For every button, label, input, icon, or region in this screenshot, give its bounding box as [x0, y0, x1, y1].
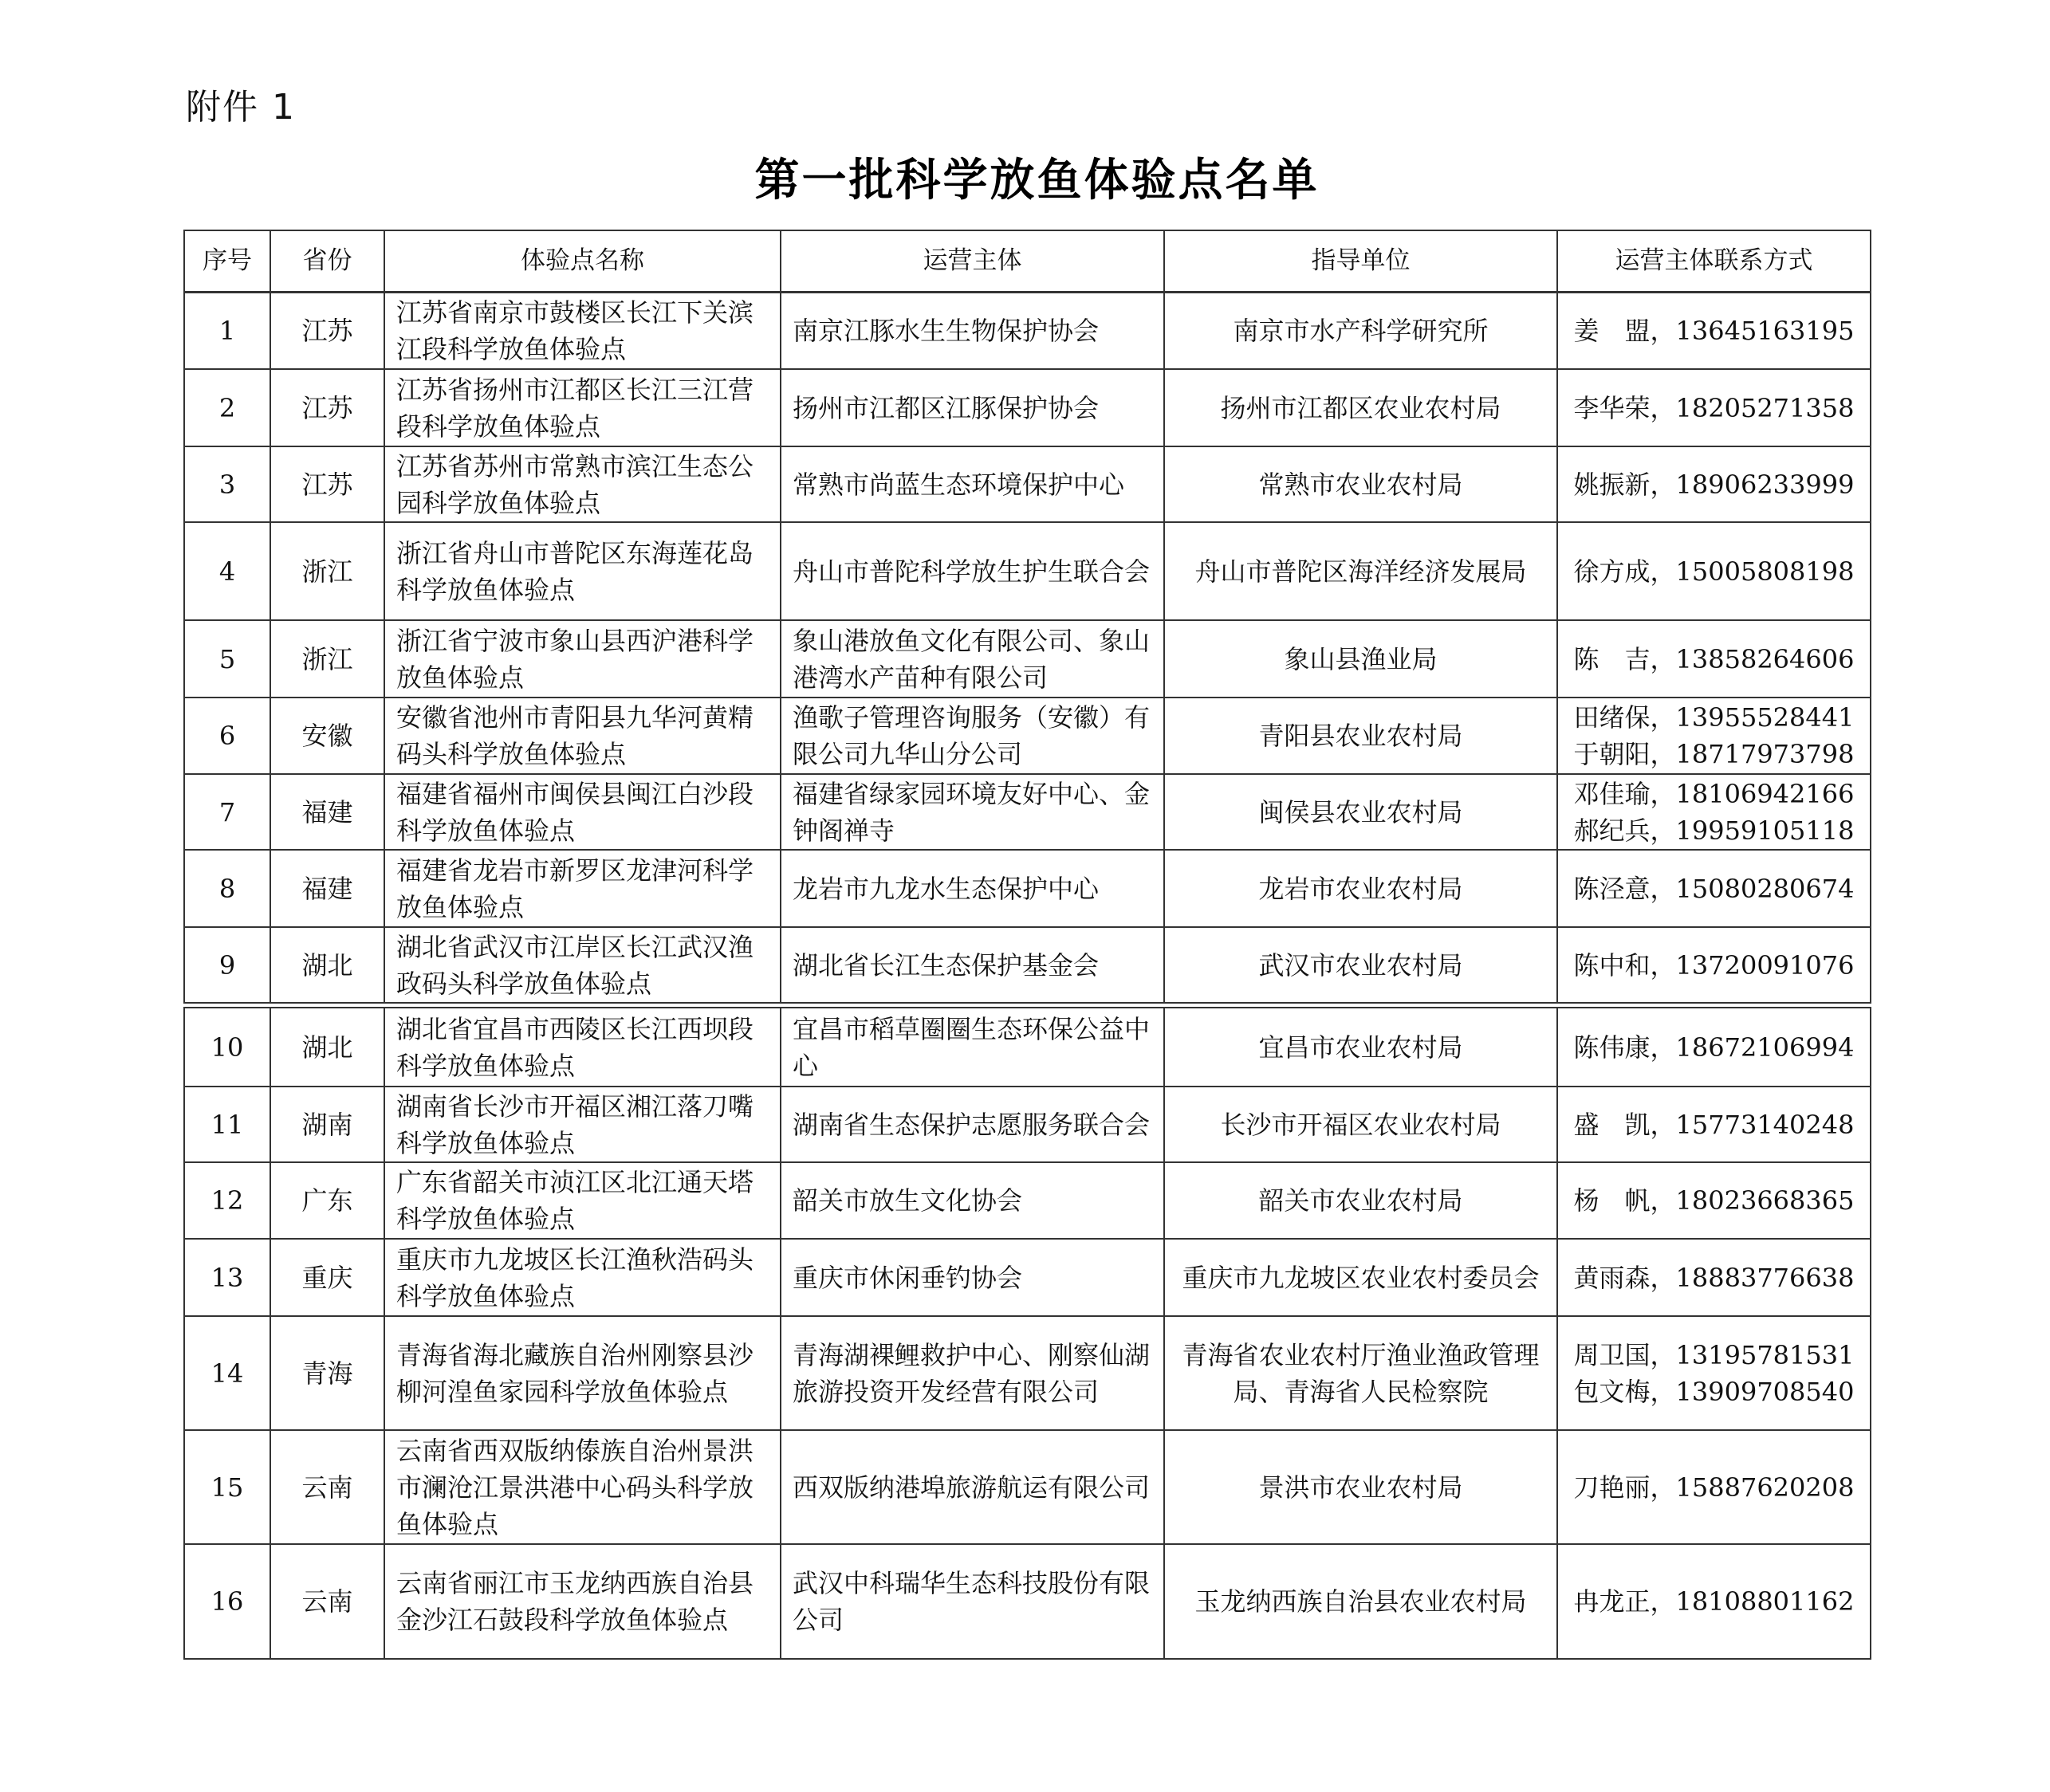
- table-row: [184, 1008, 1871, 1087]
- cell-site-name: 江苏省扬州市江都区长江三江营段科学放鱼体验点: [384, 369, 781, 446]
- cell-operator: 青海湖裸鲤救护中心、刚察仙湖旅游投资开发经营有限公司: [781, 1316, 1164, 1430]
- header-site-name: 体验点名称: [384, 230, 781, 292]
- cell-contact: [1557, 1162, 1871, 1239]
- table-row: [184, 1162, 1871, 1239]
- cell-no: 7: [184, 774, 270, 850]
- cell-province: 江苏: [270, 369, 384, 446]
- table-row: [184, 1430, 1871, 1544]
- attachment-label: 附件 1: [186, 87, 296, 128]
- cell-province: 湖南: [270, 1087, 384, 1162]
- contact-line: 姚振新，18906233999: [1573, 469, 1855, 500]
- cell-no: 6: [184, 698, 270, 774]
- cell-guidance-unit: 南京市水产科学研究所: [1164, 292, 1557, 369]
- experience-sites-table-part-1: [183, 230, 1871, 1004]
- table-row: [184, 620, 1871, 698]
- cell-province: 福建: [270, 850, 384, 927]
- contact-line: 冉龙正，18108801162: [1573, 1586, 1855, 1617]
- contact-line: 包文梅，13909708540: [1573, 1376, 1855, 1407]
- cell-province: 重庆: [270, 1239, 384, 1316]
- header-province: 省份: [270, 230, 384, 292]
- cell-contact: [1557, 1430, 1871, 1544]
- cell-site-name: 湖北省宜昌市西陵区长江西坝段科学放鱼体验点: [384, 1008, 781, 1087]
- cell-province: 江苏: [270, 292, 384, 369]
- cell-guidance-unit: 常熟市农业农村局: [1164, 446, 1557, 522]
- table-row: [184, 1239, 1871, 1316]
- table-header-row: [184, 230, 1871, 292]
- cell-site-name: 江苏省苏州市常熟市滨江生态公园科学放鱼体验点: [384, 446, 781, 522]
- cell-contact: [1557, 369, 1871, 446]
- table-row: [184, 927, 1871, 1003]
- cell-no: 12: [184, 1162, 270, 1239]
- cell-no: 16: [184, 1544, 270, 1659]
- cell-site-name: 湖南省长沙市开福区湘江落刀嘴科学放鱼体验点: [384, 1087, 781, 1162]
- cell-guidance-unit: 龙岩市农业农村局: [1164, 850, 1557, 927]
- cell-site-name: 江苏省南京市鼓楼区长江下关滨江段科学放鱼体验点: [384, 292, 781, 369]
- cell-site-name: 云南省丽江市玉龙纳西族自治县金沙江石鼓段科学放鱼体验点: [384, 1544, 781, 1659]
- cell-contact: [1557, 698, 1871, 774]
- cell-contact: [1557, 1239, 1871, 1316]
- cell-province: 湖北: [270, 927, 384, 1003]
- contact-line: 徐方成，15005808198: [1573, 556, 1855, 587]
- cell-contact: [1557, 850, 1871, 927]
- cell-contact: [1557, 927, 1871, 1003]
- cell-operator: 南京江豚水生生物保护协会: [781, 292, 1164, 369]
- cell-contact: [1557, 1316, 1871, 1430]
- cell-no: 5: [184, 620, 270, 698]
- header-operator: 运营主体: [781, 230, 1164, 292]
- table-row: [184, 1087, 1871, 1162]
- cell-contact: [1557, 292, 1871, 369]
- cell-guidance-unit: 武汉市农业农村局: [1164, 927, 1557, 1003]
- cell-contact: [1557, 620, 1871, 698]
- cell-operator: 西双版纳港埠旅游航运有限公司: [781, 1430, 1164, 1544]
- cell-operator: 常熟市尚蓝生态环境保护中心: [781, 446, 1164, 522]
- cell-province: 浙江: [270, 522, 384, 620]
- cell-operator: 宜昌市稻草圈圈生态环保公益中心: [781, 1008, 1164, 1087]
- cell-contact: [1557, 446, 1871, 522]
- cell-operator: 重庆市休闲垂钓协会: [781, 1239, 1164, 1316]
- cell-guidance-unit: 青阳县农业农村局: [1164, 698, 1557, 774]
- cell-province: 浙江: [270, 620, 384, 698]
- contact-line: 陈 吉，13858264606: [1573, 643, 1855, 674]
- cell-province: 福建: [270, 774, 384, 850]
- cell-site-name: 云南省西双版纳傣族自治州景洪市澜沧江景洪港中心码头科学放鱼体验点: [384, 1430, 781, 1544]
- cell-guidance-unit: 宜昌市农业农村局: [1164, 1008, 1557, 1087]
- cell-site-name: 福建省龙岩市新罗区龙津河科学放鱼体验点: [384, 850, 781, 927]
- contact-line: 陈中和，13720091076: [1573, 949, 1855, 980]
- cell-no: 10: [184, 1008, 270, 1087]
- table-row: [184, 446, 1871, 522]
- table-row: [184, 698, 1871, 774]
- contact-line: 郝纪兵，19959105118: [1573, 815, 1855, 846]
- cell-guidance-unit: 长沙市开福区农业农村局: [1164, 1087, 1557, 1162]
- cell-contact: [1557, 1544, 1871, 1659]
- cell-guidance-unit: 象山县渔业局: [1164, 620, 1557, 698]
- contact-line: 陈伟康，18672106994: [1573, 1032, 1855, 1063]
- table-row: [184, 292, 1871, 369]
- cell-no: 14: [184, 1316, 270, 1430]
- cell-no: 2: [184, 369, 270, 446]
- cell-province: 广东: [270, 1162, 384, 1239]
- cell-no: 13: [184, 1239, 270, 1316]
- cell-site-name: 青海省海北藏族自治州刚察县沙柳河湟鱼家园科学放鱼体验点: [384, 1316, 781, 1430]
- cell-guidance-unit: 闽侯县农业农村局: [1164, 774, 1557, 850]
- cell-contact: [1557, 774, 1871, 850]
- header-no: 序号: [184, 230, 270, 292]
- cell-no: 9: [184, 927, 270, 1003]
- cell-operator: 龙岩市九龙水生态保护中心: [781, 850, 1164, 927]
- header-contact: 运营主体联系方式: [1557, 230, 1871, 292]
- cell-guidance-unit: 玉龙纳西族自治县农业农村局: [1164, 1544, 1557, 1659]
- contact-line: 杨 帆，18023668365: [1573, 1185, 1855, 1216]
- cell-province: 安徽: [270, 698, 384, 774]
- table-row: [184, 1544, 1871, 1659]
- cell-operator: 福建省绿家园环境友好中心、金钟阁禅寺: [781, 774, 1164, 850]
- cell-province: 云南: [270, 1430, 384, 1544]
- cell-no: 11: [184, 1087, 270, 1162]
- contact-line: 姜 盟，13645163195: [1573, 315, 1855, 346]
- cell-contact: [1557, 1087, 1871, 1162]
- cell-operator: 象山港放鱼文化有限公司、象山港湾水产苗种有限公司: [781, 620, 1164, 698]
- cell-site-name: 浙江省舟山市普陀区东海莲花岛科学放鱼体验点: [384, 522, 781, 620]
- contact-line: 田绪保，13955528441: [1573, 702, 1855, 733]
- cell-no: 8: [184, 850, 270, 927]
- table-row: [184, 1316, 1871, 1430]
- cell-guidance-unit: 韶关市农业农村局: [1164, 1162, 1557, 1239]
- cell-operator: 韶关市放生文化协会: [781, 1162, 1164, 1239]
- cell-site-name: 湖北省武汉市江岸区长江武汉渔政码头科学放鱼体验点: [384, 927, 781, 1003]
- cell-operator: 舟山市普陀科学放生护生联合会: [781, 522, 1164, 620]
- cell-no: 1: [184, 292, 270, 369]
- cell-guidance-unit: 景洪市农业农村局: [1164, 1430, 1557, 1544]
- cell-no: 3: [184, 446, 270, 522]
- cell-operator: 武汉中科瑞华生态科技股份有限公司: [781, 1544, 1164, 1659]
- cell-guidance-unit: 青海省农业农村厅渔业渔政管理局、青海省人民检察院: [1164, 1316, 1557, 1430]
- cell-province: 云南: [270, 1544, 384, 1659]
- contact-line: 盛 凯，15773140248: [1573, 1109, 1855, 1140]
- cell-contact: [1557, 1008, 1871, 1087]
- table-row: [184, 774, 1871, 850]
- document-title: 第一批科学放鱼体验点名单: [754, 154, 1320, 206]
- contact-line: 李华荣，18205271358: [1573, 392, 1855, 423]
- cell-site-name: 安徽省池州市青阳县九华河黄精码头科学放鱼体验点: [384, 698, 781, 774]
- cell-guidance-unit: 舟山市普陀区海洋经济发展局: [1164, 522, 1557, 620]
- cell-operator: 湖北省长江生态保护基金会: [781, 927, 1164, 1003]
- contact-line: 陈泾意，15080280674: [1573, 873, 1855, 904]
- cell-site-name: 福建省福州市闽侯县闽江白沙段科学放鱼体验点: [384, 774, 781, 850]
- cell-guidance-unit: 扬州市江都区农业农村局: [1164, 369, 1557, 446]
- cell-province: 青海: [270, 1316, 384, 1430]
- contact-line: 刀艳丽，15887620208: [1573, 1472, 1855, 1503]
- cell-no: 4: [184, 522, 270, 620]
- contact-line: 于朝阳，18717973798: [1573, 739, 1855, 769]
- cell-site-name: 浙江省宁波市象山县西沪港科学放鱼体验点: [384, 620, 781, 698]
- cell-no: 15: [184, 1430, 270, 1544]
- table-row: [184, 850, 1871, 927]
- table-row: [184, 522, 1871, 620]
- cell-province: 湖北: [270, 1008, 384, 1087]
- cell-site-name: 广东省韶关市浈江区北江通天塔科学放鱼体验点: [384, 1162, 781, 1239]
- cell-contact: [1557, 522, 1871, 620]
- cell-site-name: 重庆市九龙坡区长江渔秋浩码头科学放鱼体验点: [384, 1239, 781, 1316]
- contact-line: 周卫国，13195781531: [1573, 1339, 1855, 1370]
- contact-line: 邓佳瑜，18106942166: [1573, 778, 1855, 809]
- cell-operator: 渔歌子管理咨询服务（安徽）有限公司九华山分公司: [781, 698, 1164, 774]
- cell-guidance-unit: 重庆市九龙坡区农业农村委员会: [1164, 1239, 1557, 1316]
- header-guidance-unit: 指导单位: [1164, 230, 1557, 292]
- experience-sites-table-part-2: [183, 1007, 1871, 1660]
- table-row: [184, 369, 1871, 446]
- cell-operator: 扬州市江都区江豚保护协会: [781, 369, 1164, 446]
- contact-line: 黄雨森，18883776638: [1573, 1262, 1855, 1293]
- cell-operator: 湖南省生态保护志愿服务联合会: [781, 1087, 1164, 1162]
- cell-province: 江苏: [270, 446, 384, 522]
